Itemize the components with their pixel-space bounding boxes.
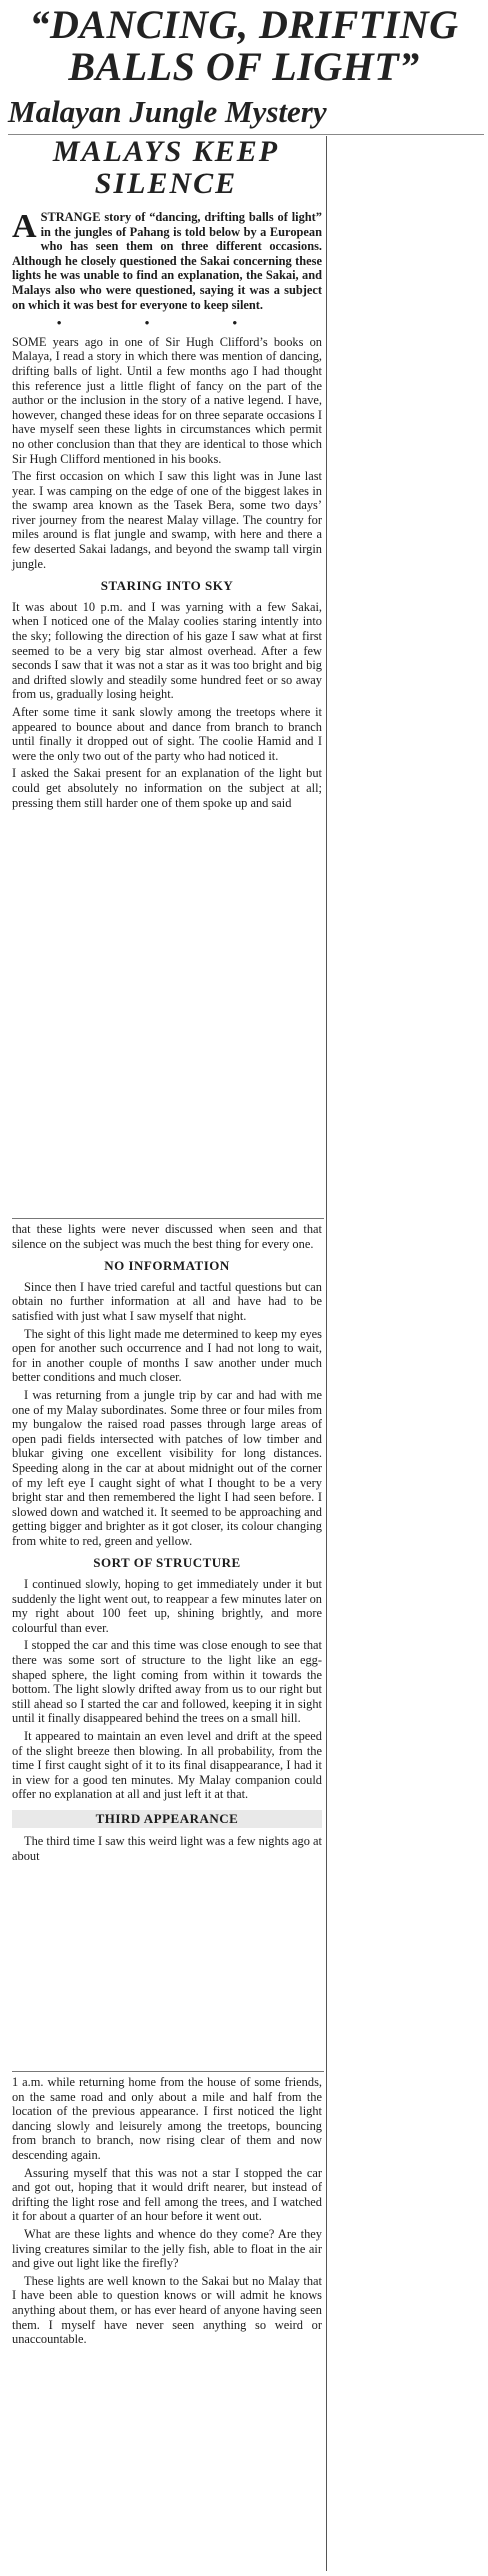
- paragraph: It appeared to maintain an even level and drift at the speed of the slight breeze then blowing. In all probability, from the time I first caught sight of it to its final disappearance, I had it in view for a good ten minutes. My Malay companion could offer no explanation at all and just left it at that.: [12, 1729, 322, 1802]
- paragraph: The sight of this light made me determined to keep my eyes open for another such occurrence and I had not long to wait, for in another couple of months I saw another under much better conditions and much closer.: [12, 1326, 322, 1385]
- headline: “DANCING, DRIFTING BALLS OF LIGHT”: [29, 2, 459, 89]
- paragraph: Since then I have tried careful and tactful questions but can obtain no further information at all and have had to be satisfied with just what I saw myself that night.: [12, 1279, 322, 1323]
- section-dots: • • •: [56, 315, 278, 331]
- column-rule: [326, 136, 327, 2571]
- clipping-separator: [12, 1218, 324, 1219]
- intro-paragraph: [12, 210, 322, 813]
- subheadline-malays-keep-silence: MALAYS KEEP SILENCE: [52, 135, 280, 200]
- paragraph: that these lights were never discussed when seen and that silence on the subject was much the best thing for every one.: [12, 1222, 322, 1251]
- paragraph: These lights are well known to the Sakai but no Malay that I have been able to question knows or will admit he knows anything about them, or has ever heard of anyone having seen them. I myself have never seen anything so weird or unaccountable.: [12, 2273, 322, 2347]
- paragraph: It was about 10 p.m. and I was yarning with a few Sakai, when I noticed one of the Malay coolies staring intently into the sky; following the direction of his gaze I saw what at first seemed to be a very big star almost overhead. After a few seconds I saw that it was not a star as it was too bright and big and drifted slowly and steadily some hundred feet or so away from us, gradually losing height.: [12, 599, 322, 702]
- paragraph: I asked the Sakai present for an explanation of the light but could get absolutely no information on the subject at all; pressing them still harder one of them spoke up and said: [12, 766, 322, 810]
- section-heading: SORT OF STRUCTURE: [93, 1555, 241, 1571]
- subheadline-jungle-mystery: Malayan Jungle Mystery: [8, 94, 327, 129]
- intro-text: STRANGE story of “dancing, drifting balls of light” in the jungles of Pahang is told below by a European who has seen them on three different occasions. Although he closely questioned the Sakai concerning these lights he was unable to find an explanation, the Sakai, and Malays also who were questioned, saying it was a subject on which it was best for everyone to keep silent.: [12, 210, 322, 312]
- section-heading: STARING INTO SKY: [100, 578, 234, 594]
- paragraph: I continued slowly, hoping to get immediately under it but suddenly the light went out, to reappear a few minutes later on my right about 100 feet up, shining brightly, and more colourful than ever.: [12, 1577, 322, 1635]
- paragraph: 1 a.m. while returning home from the house of some friends, on the same road and only about a mile and half from the location of the previous appearance. I first noticed the light dancing slowly and leisurely among the treetops, bouncing from branch to branch, now rising clear of them and now descending again.: [12, 2075, 322, 2162]
- continuation-block: [12, 1222, 322, 1866]
- paragraph: SOME years ago in one of Sir Hugh Clifford’s books on Malaya, I read a story in which there was mention of dancing, drifting balls of light. Until a few months ago I had thought this reference just a little flight of fancy on the part of the author or the inclusion in the story of a native legend. I have, however, changed these ideas for on three separate occasions I have myself seen these lights in circumstances which permit no other conclusion than that they are identical to those which Sir Hugh Clifford mentioned in his books.: [12, 334, 322, 466]
- paragraph: Assuring myself that this was not a star I stopped the car and got out, hoping that it would drift nearer, but instead of drifting the light rose and fell among the trees, and I watched it for about a quarter of an hour before it went out.: [12, 2165, 322, 2224]
- dropcap: A: [12, 208, 37, 245]
- clipping-separator: [12, 2071, 324, 2072]
- paragraph: I was returning from a jungle trip by car and had with me one of my Malay subordinates. Some three or four miles from my bungalow the raised road passes through large areas of open padi fields intersected with patches of low timber and blukar giving one excellent visibility for long distances. Speeding along in the car at about midnight out of the corner of my left eye I caught sight of what I thought to be a very bright star and then remembered the light I had seen before. I slowed down and watched it. It seemed to be approaching and getting bigger and brighter as it got closer, its colour changing from white to red, green and yellow.: [12, 1387, 322, 1548]
- final-block: [12, 2075, 322, 2350]
- paragraph: After some time it sank slowly among the treetops where it appeared to bounce about and dance from branch to branch until finally it dropped out of sight. The coolie Hamid and I were the only two out of the party who had noticed it.: [12, 705, 322, 763]
- paragraph: I stopped the car and this time was close enough to see that there was some sort of structure to the light like an egg-shaped sphere, the light coming from within it towards the bottom. The light slowly drifted away from us to our right but still ahead so I started the car and followed, keeping it in sight until it finally disappeared behind the trees on a small hill.: [12, 1638, 322, 1726]
- section-heading: THIRD APPEARANCE: [12, 1810, 322, 1828]
- paragraph: What are these lights and whence do they come? Are they living creatures similar to the jelly fish, able to float in the air and give out light like the firefly?: [12, 2226, 322, 2271]
- section-heading: NO INFORMATION: [104, 1258, 230, 1274]
- paragraph: The first occasion on which I saw this light was in June last year. I was camping on the edge of one of the biggest lakes in the swamp area known as the Tasek Bera, some two days’ river journey from the nearest Malay village. The country for miles around is flat jungle and swamp, with here and there a few deserted Sakai ladangs, and beyond the swamp tall virgin jungle.: [12, 469, 322, 571]
- paragraph: The third time I saw this weird light was a few nights ago at about: [12, 1833, 322, 1863]
